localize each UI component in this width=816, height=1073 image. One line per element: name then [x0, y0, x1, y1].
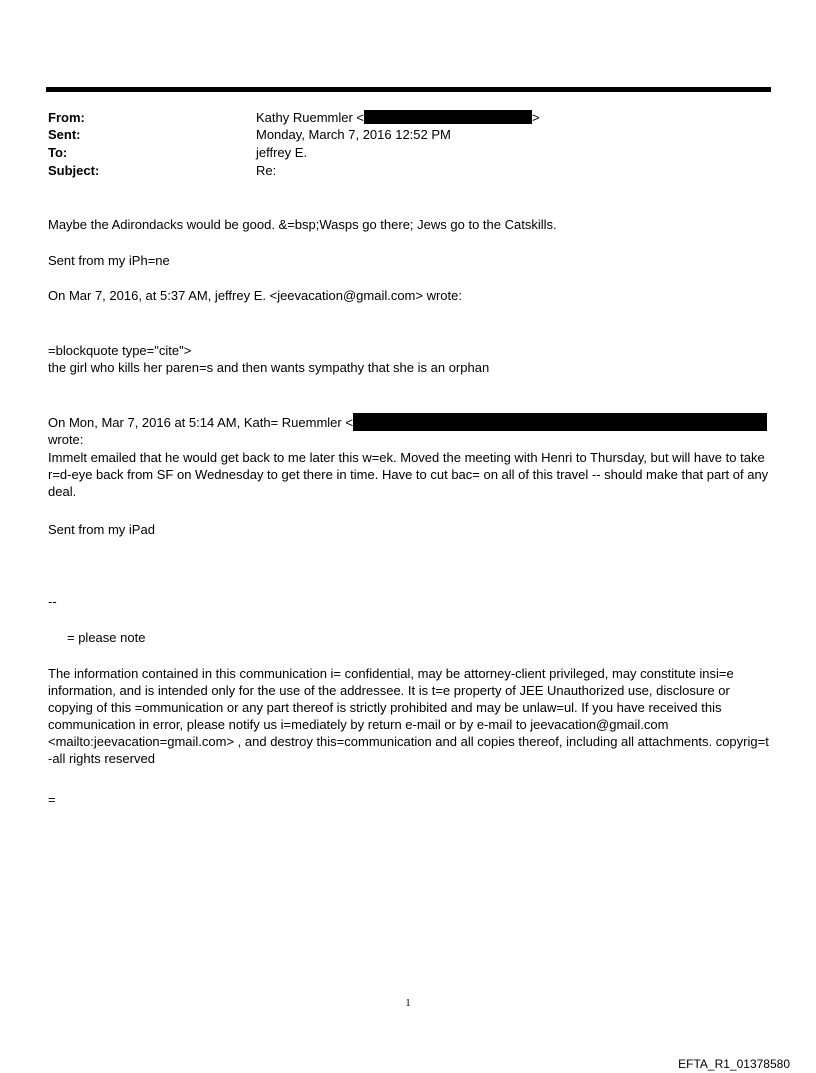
signature-dash: -- [48, 594, 57, 609]
header-rule [46, 87, 771, 92]
body-line-2: Sent from my iPh=ne [48, 253, 170, 268]
body-line-6 [48, 413, 767, 431]
quote-attribution: On Mon, Mar 7, 2016 at 5:14 AM, Kath= Ruemmler < [48, 415, 353, 430]
subject-value: Re: [256, 163, 277, 178]
end-mark: = [48, 792, 56, 807]
subject-label: Subject: [48, 163, 100, 178]
bates-number: EFTA_R1_01378580 [678, 1057, 790, 1071]
from-label: From: [48, 110, 85, 125]
body-paragraph: Immelt emailed that he would get back to me later this w=ek. Moved the meeting with Henri to Thursday, but will have to take r=d-eye back from SF on Wednesday to get there in time. Have to cut bac= on all of this travel -- should make that part of any deal. [48, 450, 769, 499]
disclaimer: The information contained in this communication i= confidential, may be attorney-client privileged, may constitute insi=e information, and is intended only for the use of the addressee. It is t=e property of JEE Unauthorized use, disclosure or copying of this =ommunication or any part thereof is strictly prohibited and may be unlaw=ul. If you have received this communication in error, please notify us i=mediately by return e-mail or by e-mail to jeevacation@gmail.com <mailto:jeevacation=gmail.com> , and destroy this=communication and all copies thereof, including all attachments. copyrig=t -all rights reserved [48, 666, 769, 766]
from-value [256, 109, 540, 126]
please-note: = please note [67, 630, 146, 645]
redaction-box [353, 413, 767, 431]
body-line-8: Sent from my iPad [48, 522, 155, 537]
body-line-5: the girl who kills her paren=s and then wants sympathy that she is an orphan [48, 360, 490, 375]
sent-label: Sent: [48, 127, 81, 142]
page-number: 1 [405, 997, 411, 1009]
redaction-box [364, 110, 532, 124]
from-name: Kathy Ruemmler < [256, 110, 365, 125]
to-label: To: [48, 145, 68, 160]
body-line-7: wrote: [48, 432, 84, 447]
sent-value: Monday, March 7, 2016 12:52 PM [256, 127, 451, 142]
body-line-3: On Mar 7, 2016, at 5:37 AM, jeffrey E. <jeevacation@gmail.com> wrote: [48, 288, 462, 303]
from-close: > [532, 110, 540, 125]
to-value: jeffrey E. [256, 145, 308, 160]
body-line-1: Maybe the Adirondacks would be good. &=bsp;Wasps go there; Jews go to the Catskills. [48, 217, 557, 232]
body-line-4: =blockquote type="cite"> [48, 343, 192, 358]
